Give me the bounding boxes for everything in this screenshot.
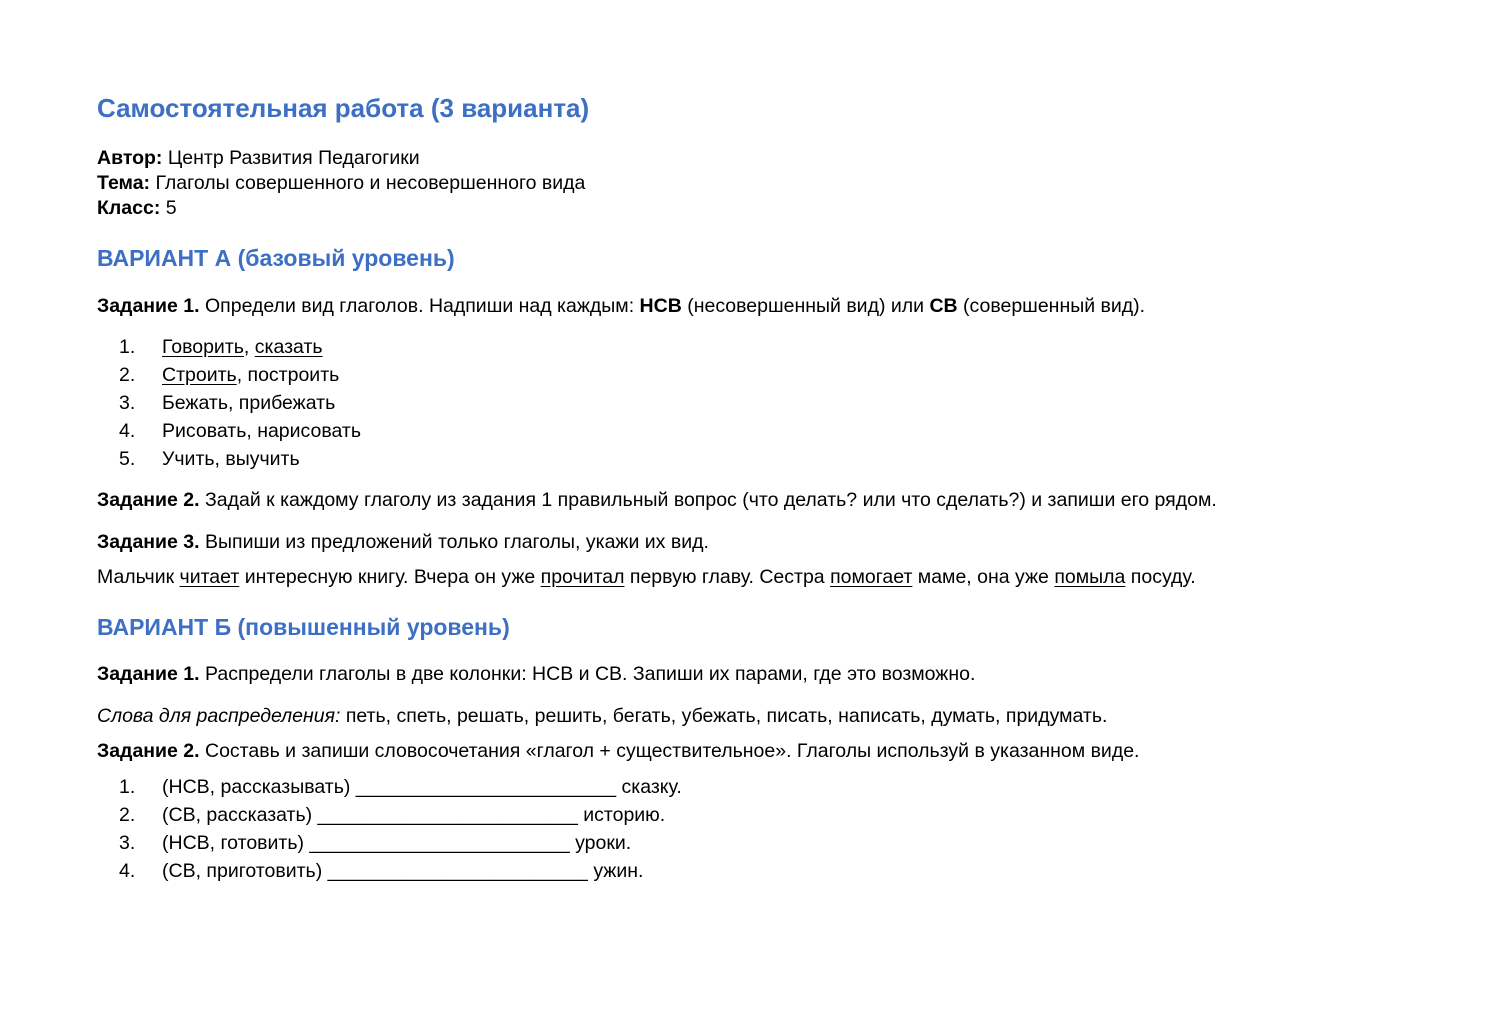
document-title: Самостоятельная работа (3 варианта) (97, 93, 590, 123)
underlined-verb: помогает (830, 566, 913, 588)
task-text: Задай к каждому глаголу из задания 1 правильный вопрос (что делать? или что сделать?) и запиши его рядом. (199, 489, 1217, 511)
variant-a-task2 (97, 488, 1217, 513)
list-number: 5. (119, 448, 136, 470)
list-text: (НСВ, рассказывать) ________________________ сказку. (162, 776, 682, 798)
words-for-distribution (97, 704, 1107, 729)
list-number: 2. (119, 364, 136, 386)
task-label: Задание 1. (97, 295, 200, 317)
task-text: Выпиши из предложений только глаголы, укажи их вид. (199, 531, 709, 553)
task-text: Определи вид глаголов. Надпиши над каждым: (199, 295, 640, 317)
task3-sentences (97, 565, 1196, 590)
list-item (97, 857, 797, 885)
task-label: Задание 3. (97, 531, 200, 553)
list-item (97, 389, 697, 417)
list-text: Учить, выучить (162, 448, 300, 470)
misspelled-word[interactable]: Говорить (162, 336, 244, 358)
sentence-text: посуду. (1125, 566, 1196, 588)
nsv-term: НСВ (639, 295, 682, 317)
task-label: Задание 2. (97, 489, 200, 511)
underlined-verb: прочитал (540, 566, 625, 588)
sentence-text: интересную книгу. Вчера он уже (239, 566, 541, 588)
words-text: петь, спеть, решать, решить, бегать, убежать, писать, написать, думать, придумать. (340, 705, 1108, 727)
underlined-verb: читает (179, 566, 240, 588)
variant-a-task1 (97, 294, 1145, 319)
underlined-verb: помыла (1054, 566, 1126, 588)
task-text: (несовершенный вид) или (681, 295, 930, 317)
topic-value: Глаголы совершенного и несовершенного вида (150, 172, 586, 194)
variant-b-phrase-list (97, 773, 797, 885)
list-item (97, 417, 697, 445)
author-line (97, 146, 420, 171)
list-text: (СВ, рассказать) ________________________ историю. (162, 804, 666, 826)
list-text: Бежать, прибежать (162, 392, 336, 414)
class-value: 5 (160, 197, 177, 219)
topic-label: Тема: (97, 172, 151, 194)
sv-term: СВ (929, 295, 958, 317)
variant-a-verb-list (97, 333, 697, 473)
list-text: (СВ, приготовить) ________________________ ужин. (162, 860, 644, 882)
variant-a-task3 (97, 530, 709, 555)
task-text: Составь и запиши словосочетания «глагол + существительное». Глаголы используй в указанном виде. (199, 740, 1140, 762)
list-text: , построить (236, 364, 340, 386)
task-label: Задание 2. (97, 740, 200, 762)
list-number: 3. (119, 392, 136, 414)
list-item (97, 801, 797, 829)
list-number: 2. (119, 804, 136, 826)
sentence-text: Мальчик (97, 566, 180, 588)
list-item (97, 773, 797, 801)
task-label: Задание 1. (97, 663, 200, 685)
list-text: Рисовать, нарисовать (162, 420, 362, 442)
list-number: 1. (119, 776, 136, 798)
sentence-text: маме, она уже (912, 566, 1055, 588)
list-item (97, 361, 697, 389)
list-number: 4. (119, 860, 136, 882)
list-number: 4. (119, 420, 136, 442)
list-text: (НСВ, готовить) ________________________ уроки. (162, 832, 632, 854)
list-item (97, 829, 797, 857)
list-item (97, 445, 697, 473)
words-label: Слова для распределения: (97, 705, 341, 727)
author-value: Центр Развития Педагогики (162, 147, 420, 169)
topic-line (97, 171, 585, 196)
separator: , (243, 336, 255, 358)
variant-a-heading: ВАРИАНТ А (базовый уровень) (97, 245, 455, 271)
list-number: 3. (119, 832, 136, 854)
underlined-word: сказать (254, 336, 323, 358)
variant-b-task1 (97, 662, 975, 687)
variant-b-heading: ВАРИАНТ Б (повышенный уровень) (97, 614, 510, 640)
author-label: Автор: (97, 147, 163, 169)
task-text: (совершенный вид). (957, 295, 1146, 317)
misspelled-word[interactable]: Строить (162, 364, 237, 386)
list-number: 1. (119, 336, 136, 358)
class-line (97, 196, 177, 221)
variant-b-task2 (97, 739, 1139, 764)
class-label: Класс: (97, 197, 161, 219)
sentence-text: первую главу. Сестра (624, 566, 831, 588)
list-item (97, 333, 697, 361)
task-text: Распредели глаголы в две колонки: НСВ и СВ. Запиши их парами, где это возможно. (199, 663, 976, 685)
